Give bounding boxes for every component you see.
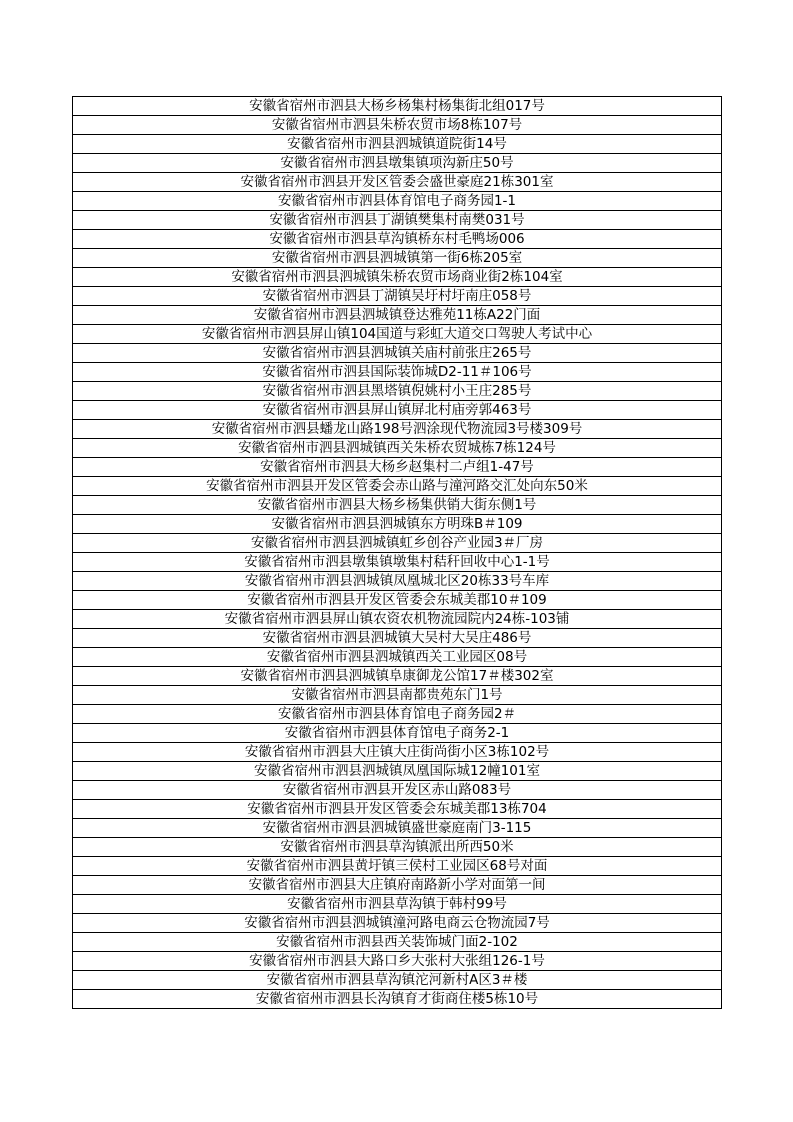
address-cell: 安徽省宿州市泗县泗城镇潼河路电商云仓物流园7号: [73, 914, 722, 933]
address-cell: 安徽省宿州市泗县泗城镇第一街6栋205室: [73, 249, 722, 268]
address-cell: 安徽省宿州市泗县开发区赤山路083号: [73, 781, 722, 800]
address-cell: 安徽省宿州市泗县大庄镇府南路新小学对面第一间: [73, 876, 722, 895]
table-row: [73, 610, 722, 629]
address-cell: 安徽省宿州市泗县大杨乡杨集村杨集街北组017号: [73, 97, 722, 116]
address-cell: 安徽省宿州市泗县墩集镇项沟新庄50号: [73, 154, 722, 173]
table-row: [73, 230, 722, 249]
address-cell: 安徽省宿州市泗县开发区管委会东城美郡13栋704: [73, 800, 722, 819]
table-row: [73, 268, 722, 287]
table-row: [73, 800, 722, 819]
table-row: [73, 116, 722, 135]
address-cell: 安徽省宿州市泗县西关装饰城门面2-102: [73, 933, 722, 952]
table-row: [73, 762, 722, 781]
table-row: [73, 914, 722, 933]
address-cell: 安徽省宿州市泗县大庄镇大庄街尚街小区3栋102号: [73, 743, 722, 762]
table-row: [73, 534, 722, 553]
table-row: [73, 192, 722, 211]
address-cell: 安徽省宿州市泗县开发区管委会赤山路与潼河路交汇处向东50米: [73, 477, 722, 496]
table-row: [73, 458, 722, 477]
table-row: [73, 990, 722, 1009]
table-row: [73, 629, 722, 648]
address-cell: 安徽省宿州市泗县开发区管委会盛世豪庭21栋301室: [73, 173, 722, 192]
table-row: [73, 401, 722, 420]
address-cell: 安徽省宿州市泗县泗城镇凤凰国际城12幢101室: [73, 762, 722, 781]
table-row: [73, 553, 722, 572]
address-cell: 安徽省宿州市泗县长沟镇育才街商住楼5栋10号: [73, 990, 722, 1009]
address-cell: 安徽省宿州市泗县草沟镇派出所西50米: [73, 838, 722, 857]
table-row: [73, 477, 722, 496]
address-cell: 安徽省宿州市泗县草沟镇桥东村毛鸭场006: [73, 230, 722, 249]
address-cell: 安徽省宿州市泗县泗城镇凤凰城北区20栋33号车库: [73, 572, 722, 591]
address-cell: 安徽省宿州市泗县南都贵苑东门1号: [73, 686, 722, 705]
table-row: [73, 515, 722, 534]
table-row: [73, 895, 722, 914]
address-table-body: [73, 97, 722, 1009]
address-cell: 安徽省宿州市泗县泗城镇西关工业园区08号: [73, 648, 722, 667]
address-cell: 安徽省宿州市泗县屏山镇屏北村庙旁郭463号: [73, 401, 722, 420]
address-cell: 安徽省宿州市泗县屏山镇农资农机物流园院内24栋-103铺: [73, 610, 722, 629]
address-cell: 安徽省宿州市泗县黄圩镇三侯村工业园区68号对面: [73, 857, 722, 876]
table-row: [73, 287, 722, 306]
address-cell: 安徽省宿州市泗县朱桥农贸市场8栋107号: [73, 116, 722, 135]
address-table: [72, 96, 722, 1009]
table-row: [73, 933, 722, 952]
table-row: [73, 838, 722, 857]
address-cell: 安徽省宿州市泗县大路口乡大张村大张组126-1号: [73, 952, 722, 971]
table-row: [73, 686, 722, 705]
table-row: [73, 952, 722, 971]
table-row: [73, 572, 722, 591]
table-row: [73, 420, 722, 439]
table-row: [73, 667, 722, 686]
address-cell: 安徽省宿州市泗县泗城镇盛世豪庭南门3-115: [73, 819, 722, 838]
table-row: [73, 154, 722, 173]
address-cell: 安徽省宿州市泗县泗城镇阜康御龙公馆17＃楼302室: [73, 667, 722, 686]
address-cell: 安徽省宿州市泗县泗城镇大吴村大吴庄486号: [73, 629, 722, 648]
address-cell: 安徽省宿州市泗县丁湖镇吴圩村圩南庄058号: [73, 287, 722, 306]
table-row: [73, 135, 722, 154]
address-cell: 安徽省宿州市泗县草沟镇沱河新村A区3＃楼: [73, 971, 722, 990]
table-row: [73, 857, 722, 876]
table-row: [73, 496, 722, 515]
address-cell: 安徽省宿州市泗县开发区管委会东城美郡10＃109: [73, 591, 722, 610]
table-row: [73, 648, 722, 667]
address-cell: 安徽省宿州市泗县蟠龙山路198号泗涂现代物流园3号楼309号: [73, 420, 722, 439]
table-row: [73, 363, 722, 382]
address-cell: 安徽省宿州市泗县泗城镇登达雅苑11栋A22门面: [73, 306, 722, 325]
table-row: [73, 876, 722, 895]
address-cell: 安徽省宿州市泗县体育馆电子商务园1-1: [73, 192, 722, 211]
table-row: [73, 743, 722, 762]
table-row: [73, 819, 722, 838]
address-cell: 安徽省宿州市泗县大杨乡杨集供销大街东侧1号: [73, 496, 722, 515]
table-row: [73, 306, 722, 325]
table-row: [73, 211, 722, 230]
table-row: [73, 724, 722, 743]
address-cell: 安徽省宿州市泗县屏山镇104国道与彩虹大道交口驾驶人考试中心: [73, 325, 722, 344]
address-cell: 安徽省宿州市泗县泗城镇虹乡创谷产业园3＃厂房: [73, 534, 722, 553]
table-row: [73, 382, 722, 401]
address-cell: 安徽省宿州市泗县大杨乡赵集村二卢组1-47号: [73, 458, 722, 477]
address-cell: 安徽省宿州市泗县丁湖镇樊集村南樊031号: [73, 211, 722, 230]
table-row: [73, 173, 722, 192]
address-cell: 安徽省宿州市泗县泗城镇西关朱桥农贸城栋7栋124号: [73, 439, 722, 458]
address-cell: 安徽省宿州市泗县草沟镇于韩村99号: [73, 895, 722, 914]
table-row: [73, 249, 722, 268]
table-row: [73, 971, 722, 990]
table-row: [73, 97, 722, 116]
address-cell: 安徽省宿州市泗县泗城镇东方明珠B＃109: [73, 515, 722, 534]
address-cell: 安徽省宿州市泗县墩集镇墩集村秸秆回收中心1-1号: [73, 553, 722, 572]
address-cell: 安徽省宿州市泗县泗城镇朱桥农贸市场商业街2栋104室: [73, 268, 722, 287]
table-row: [73, 781, 722, 800]
table-row: [73, 344, 722, 363]
address-cell: 安徽省宿州市泗县泗城镇关庙村前张庄265号: [73, 344, 722, 363]
table-row: [73, 439, 722, 458]
address-cell: 安徽省宿州市泗县体育馆电子商务园2＃: [73, 705, 722, 724]
address-cell: 安徽省宿州市泗县泗城镇道院街14号: [73, 135, 722, 154]
table-row: [73, 591, 722, 610]
address-cell: 安徽省宿州市泗县国际装饰城D2-11＃106号: [73, 363, 722, 382]
table-row: [73, 705, 722, 724]
address-cell: 安徽省宿州市泗县黑塔镇倪姚村小王庄285号: [73, 382, 722, 401]
table-row: [73, 325, 722, 344]
address-cell: 安徽省宿州市泗县体育馆电子商务2-1: [73, 724, 722, 743]
